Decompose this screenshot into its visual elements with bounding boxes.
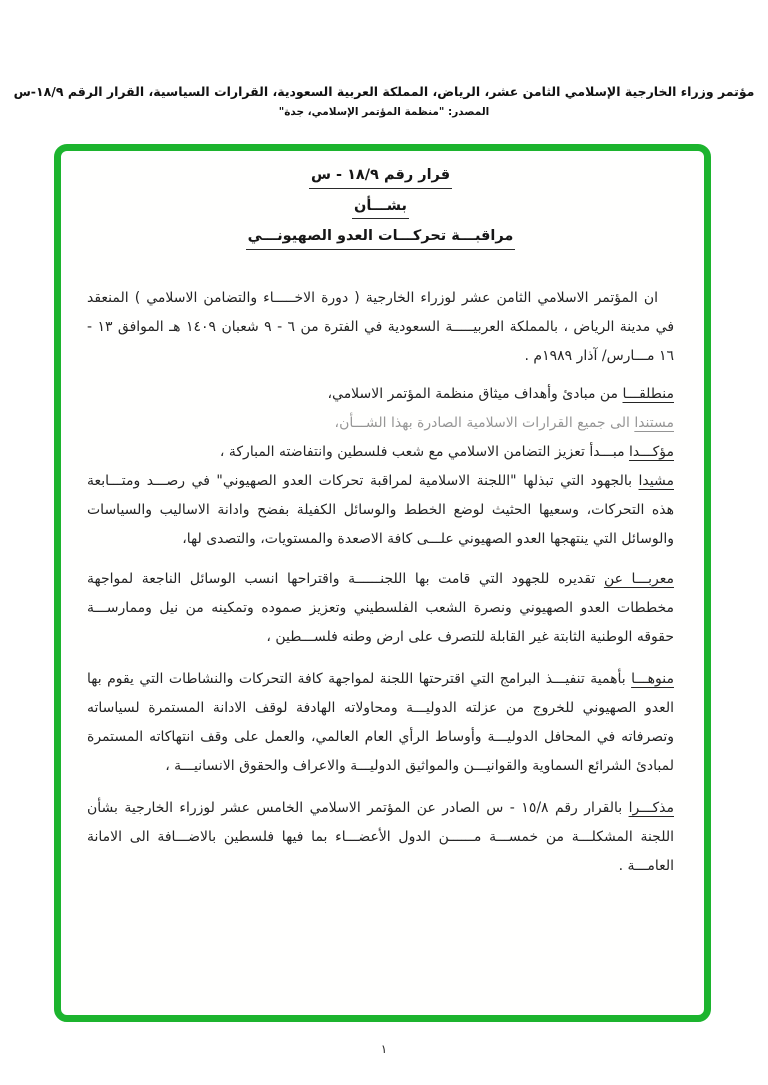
clause-text: تقديره للجهود التي قامت بها اللجنــــــة واقتراحها انسب الوسائل الناجعة لمواجهة مخططات العدو الصهيوني ونصرة الشعب الفلسطيني وتعزيز صموده وتمكينه من نيل وممارســـة حقوقه الوطنية الثابتة غير القابلة للتصرف على ارض وطنه فلســـطين ،	[87, 570, 674, 645]
clause-paragraph	[87, 665, 674, 781]
clause-lead-word: مستندا	[634, 414, 674, 431]
clause-lead-word: منوهـــا	[631, 670, 674, 687]
clause-text: بأهمية تنفيـــذ البرامج التي اقترحتها اللجنة لمواجهة كافة التحركات والنشاطات التي يقوم بها العدو الصهيوني للخروج من عزلته الدوليـــة ومحاولاته الهادفة لوقف الادانة المستمرة لسياساته وتصرفاته في المحافل الدوليـــة وأوساط الرأي العام العالمي، والعمل على وقف انتهاكاته المستمرة لمبادئ الشرائع السماوية والقوانيـــن والمواثيق الدوليـــة والاعراف والحقوق الانسانيـــة ،	[87, 670, 674, 774]
clause-paragraph	[87, 380, 674, 409]
clause-lead-word: مؤكـــدا	[629, 443, 674, 460]
clause-text: مبـــدأ تعزيز التضامن الاسلامي مع شعب فلسطين وانتفاضته المباركة ،	[219, 443, 630, 460]
scanned-document-content	[61, 151, 704, 881]
clause-text: بالجهود التي تبذلها "اللجنة الاسلامية لمراقبة تحركات العدو الصهيوني" في رصـــد ومتـــابعة هذه التحركات، وسعيها الحثيث لوضع الخطط والوسائل الكفيلة بفضح وادانة الاساليب والسياسات والوسائل التي ينتهجها العدو الصهيوني علـــى كافة الاصعدة والمستويات، والتصدى لها،	[87, 472, 674, 547]
clause-lead-word: معربـــا عن	[603, 570, 674, 587]
clause-text: بالقرار رقم ١٥/٨ - س الصادر عن المؤتمر الاسلامي الخامس عشر لوزراء الخارجية بشأن اللجنة المشكلـــة من خمســـة مــــــن الدول الأعضـــاء بما فيها فلسطين بالاضـــافة الى الامانة العامـــة .	[87, 799, 674, 874]
clause-lead-word: مشيدا	[638, 472, 674, 489]
clause-text: الى جميع القرارات الاسلامية الصادرة بهذا الشـــأن،	[334, 414, 635, 431]
clause-paragraph	[87, 438, 674, 467]
clause-paragraph	[87, 467, 674, 554]
conference-title-line: مؤتمر وزراء الخارجية الإسلامي الثامن عشر، الرياض، المملكة العربية السعودية، القرارات السياسية، القرار الرقم ١٨/٩-س	[13, 84, 755, 99]
page-number: ١	[380, 1042, 388, 1056]
clause-paragraph	[87, 794, 674, 881]
document-header	[0, 84, 768, 118]
preamble-paragraph: ان المؤتمر الاسلامي الثامن عشر لوزراء الخارجية ( دورة الاخـــــاء والتضامن الاسلامي ) المنعقد في مدينة الرياض ، بالمملكة العربيـــــة السعودية في الفترة من ٦ - ٩ شعبان ١٤٠٩ هـ الموافق ١٣ - ١٦ مـــارس/ آذار ١٩٨٩م .	[87, 289, 675, 364]
source-line: المصدر: "منظمة المؤتمر الإسلامي، جدة"	[278, 106, 490, 118]
clause-lead-word: منطلقـــا	[622, 385, 674, 402]
clause-lead-word: مذكـــرا	[628, 799, 674, 816]
resolution-number-title: قرار رقم ١٨/٩ - س	[309, 165, 452, 189]
clause-paragraph	[87, 565, 674, 652]
resolution-title-block	[87, 165, 674, 250]
clause-paragraph	[87, 409, 674, 438]
scanned-document-frame	[54, 144, 711, 1022]
clause-text: من مبادئ وأهداف ميثاق منظمة المؤتمر الاسلامي،	[327, 385, 623, 402]
resolution-subject-title: مراقبـــة تحركـــات العدو الصهيونـــي	[246, 226, 516, 250]
regarding-label: بشـــأن	[352, 196, 409, 220]
